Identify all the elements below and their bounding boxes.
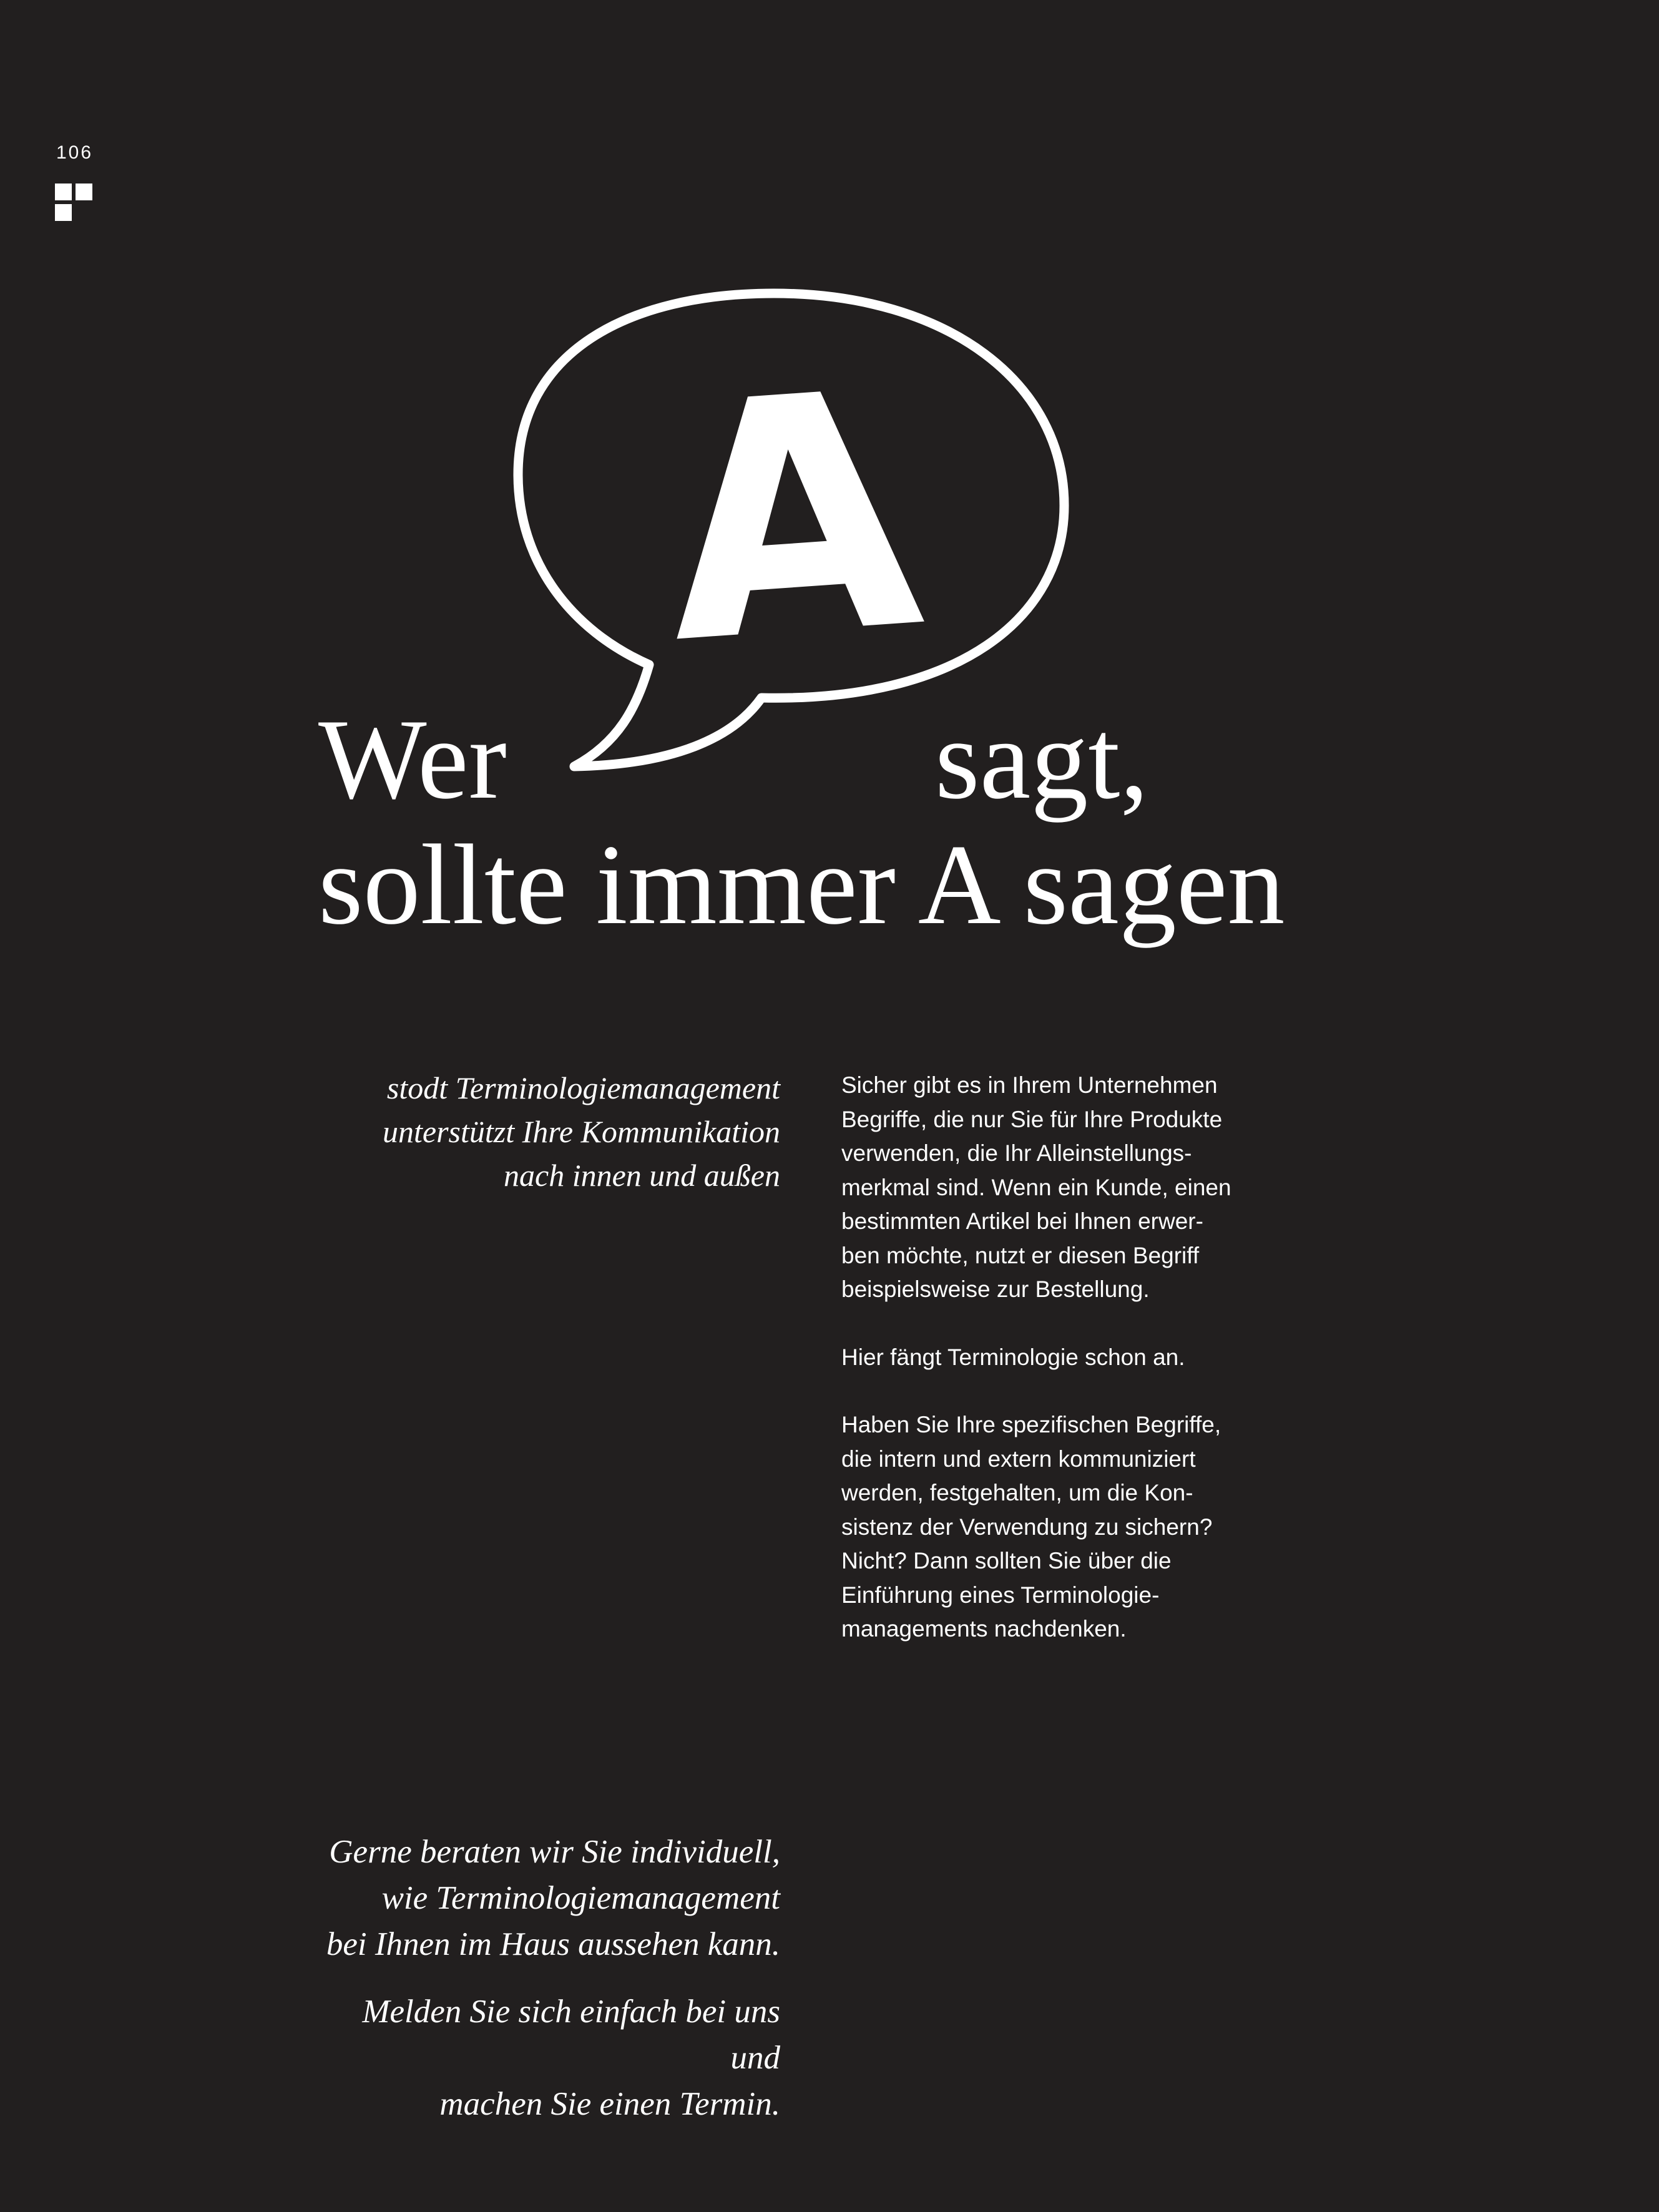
- bubble-letter: A: [654, 320, 931, 716]
- closing-line: wie Terminologiemanagement: [381, 1880, 780, 1916]
- body-paragraph: [841, 1408, 1303, 1647]
- body-line: bestimmten Artikel bei Ihnen erwer-: [841, 1208, 1203, 1234]
- body-text: [841, 1069, 1303, 1680]
- body-line: beispielsweise zur Bestellung.: [841, 1276, 1150, 1302]
- body-paragraph: [841, 1341, 1303, 1375]
- closing-line: bei Ihnen im Haus aussehen kann.: [326, 1926, 780, 1962]
- lead-intro-line: nach innen und außen: [504, 1158, 780, 1193]
- body-line: die intern und extern kommuniziert: [841, 1446, 1196, 1472]
- body-line: merkmal sind. Wenn ein Kunde, einen: [841, 1174, 1231, 1200]
- body-line: Einführung eines Terminologie-: [841, 1582, 1160, 1608]
- headline-word-wer: Wer: [318, 695, 507, 823]
- lead-intro-line: stodt Terminologiemanagement: [386, 1070, 780, 1105]
- closing-paragraph: [306, 1989, 780, 2127]
- body-line: managements nachdenken.: [841, 1616, 1127, 1642]
- body-line: Sicher gibt es in Ihrem Unternehmen: [841, 1072, 1218, 1098]
- speech-bubble-icon: [0, 0, 1659, 811]
- headline-line-2: sollte immer A sagen: [318, 821, 1285, 948]
- body-line: ben möchte, nutzt er diesen Begriff: [841, 1242, 1200, 1268]
- body-line: werden, festgehalten, um die Kon-: [841, 1480, 1193, 1505]
- body-line: sistenz der Verwendung zu sichern?: [841, 1514, 1213, 1540]
- closing-line: machen Sie einen Termin.: [439, 2086, 780, 2122]
- body-paragraph: [841, 1069, 1303, 1307]
- lead-intro: [306, 1066, 780, 1197]
- body-line: Hier fängt Terminologie schon an.: [841, 1344, 1185, 1370]
- lead-intro-line: unterstützt Ihre Kommunikation: [382, 1114, 780, 1149]
- closing-paragraph: [306, 1829, 780, 1967]
- body-line: Haben Sie Ihre spezifischen Begriffe,: [841, 1412, 1221, 1437]
- closing-line: Gerne beraten wir Sie individuell,: [329, 1834, 780, 1870]
- closing-line: Melden Sie sich einfach bei uns und: [362, 1994, 780, 2076]
- closing-text: [306, 1829, 780, 2148]
- page-number: 106: [56, 142, 94, 163]
- headline-word-sagt: sagt,: [935, 695, 1149, 823]
- body-line: verwenden, die Ihr Alleinstellungs-: [841, 1140, 1192, 1166]
- body-line: Nicht? Dann sollten Sie über die: [841, 1548, 1172, 1573]
- body-line: Begriffe, die nur Sie für Ihre Produkte: [841, 1106, 1223, 1132]
